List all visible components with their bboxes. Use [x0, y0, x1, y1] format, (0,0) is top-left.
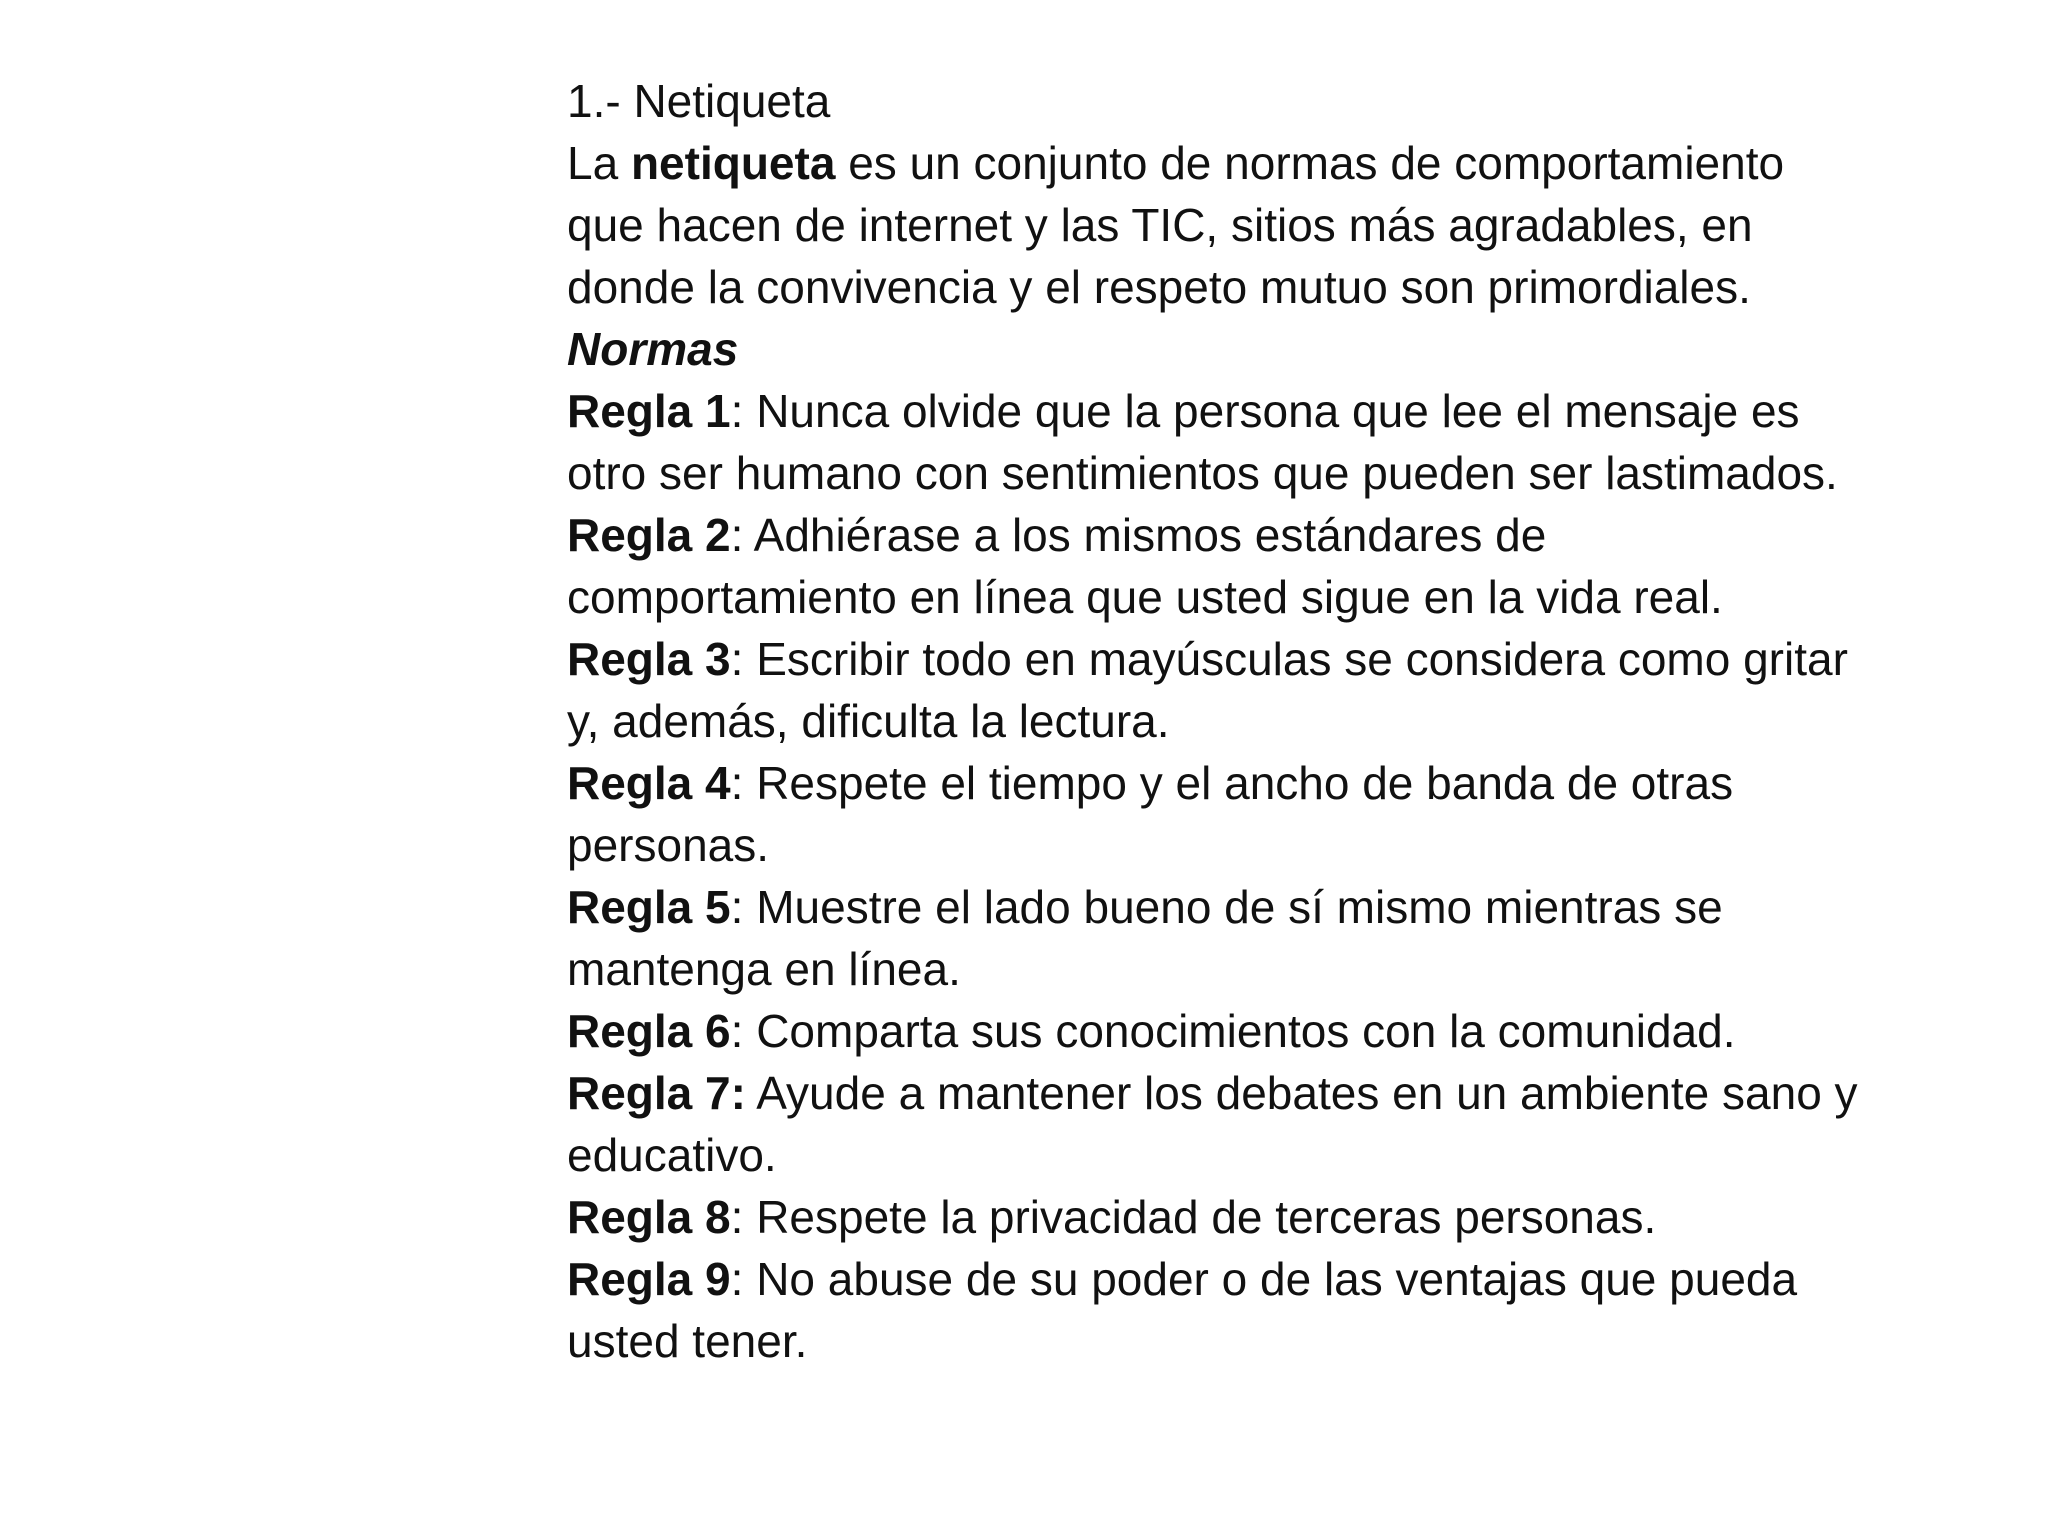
- section-title: Normas: [567, 323, 739, 375]
- rule-text: Comparta sus conocimientos con la comunidad.: [756, 1005, 1736, 1057]
- rule-item: [567, 504, 1867, 628]
- document-body: [567, 70, 1867, 1372]
- rule-item: [567, 876, 1867, 1000]
- rule-text: Escribir todo en mayúsculas se considera como gritar y, además, dificulta la lectura.: [567, 633, 1848, 747]
- intro-text: es un conjunto de normas de comportamiento que hacen de internet y las TIC, sitios más agradables, en donde la convivencia y el respeto mutuo son primordiales.: [567, 137, 1785, 313]
- rule-separator: :: [730, 757, 757, 809]
- rule-separator: :: [730, 881, 757, 933]
- rule-text: Respete la privacidad de terceras personas.: [756, 1191, 1657, 1243]
- rule-item: [567, 628, 1867, 752]
- rule-label: Regla 4: [567, 757, 731, 809]
- rule-separator: :: [730, 385, 757, 437]
- intro-term: netiqueta: [630, 137, 836, 189]
- rule-separator: :: [730, 1005, 757, 1057]
- rule-label: Regla 7:: [567, 1067, 746, 1119]
- rule-label: Regla 5: [567, 881, 731, 933]
- document-heading: 1.- Netiqueta: [567, 75, 831, 127]
- rule-separator: :: [730, 1253, 757, 1305]
- intro-prefix: La: [567, 137, 631, 189]
- rule-label: Regla 1: [567, 385, 731, 437]
- rule-label: Regla 2: [567, 509, 731, 561]
- rule-text: Muestre el lado bueno de sí mismo mientras se mantenga en línea.: [567, 881, 1723, 995]
- rule-text: No abuse de su poder o de las ventajas que pueda usted tener.: [567, 1253, 1798, 1367]
- rule-item: [567, 752, 1867, 876]
- rule-text: Respete el tiempo y el ancho de banda de otras personas.: [567, 757, 1734, 871]
- rule-label: Regla 8: [567, 1191, 731, 1243]
- rule-item: [567, 1248, 1867, 1372]
- rule-item: [567, 380, 1867, 504]
- intro-paragraph: [567, 132, 1867, 318]
- rule-text: Adhiérase a los mismos estándares de comportamiento en línea que usted sigue en la vida real.: [567, 509, 1723, 623]
- rule-text: Nunca olvide que la persona que lee el mensaje es otro ser humano con sentimientos que pueden ser lastimados.: [567, 385, 1838, 499]
- rule-label: Regla 6: [567, 1005, 731, 1057]
- rule-separator: :: [730, 1191, 757, 1243]
- rule-separator: [746, 1067, 756, 1119]
- rule-separator: :: [730, 633, 757, 685]
- rule-separator: :: [730, 509, 754, 561]
- rule-item: [567, 1000, 1867, 1062]
- rule-item: [567, 1186, 1867, 1248]
- rule-label: Regla 3: [567, 633, 731, 685]
- rule-item: [567, 1062, 1867, 1186]
- rule-text: Ayude a mantener los debates en un ambiente sano y educativo.: [567, 1067, 1858, 1181]
- rule-label: Regla 9: [567, 1253, 731, 1305]
